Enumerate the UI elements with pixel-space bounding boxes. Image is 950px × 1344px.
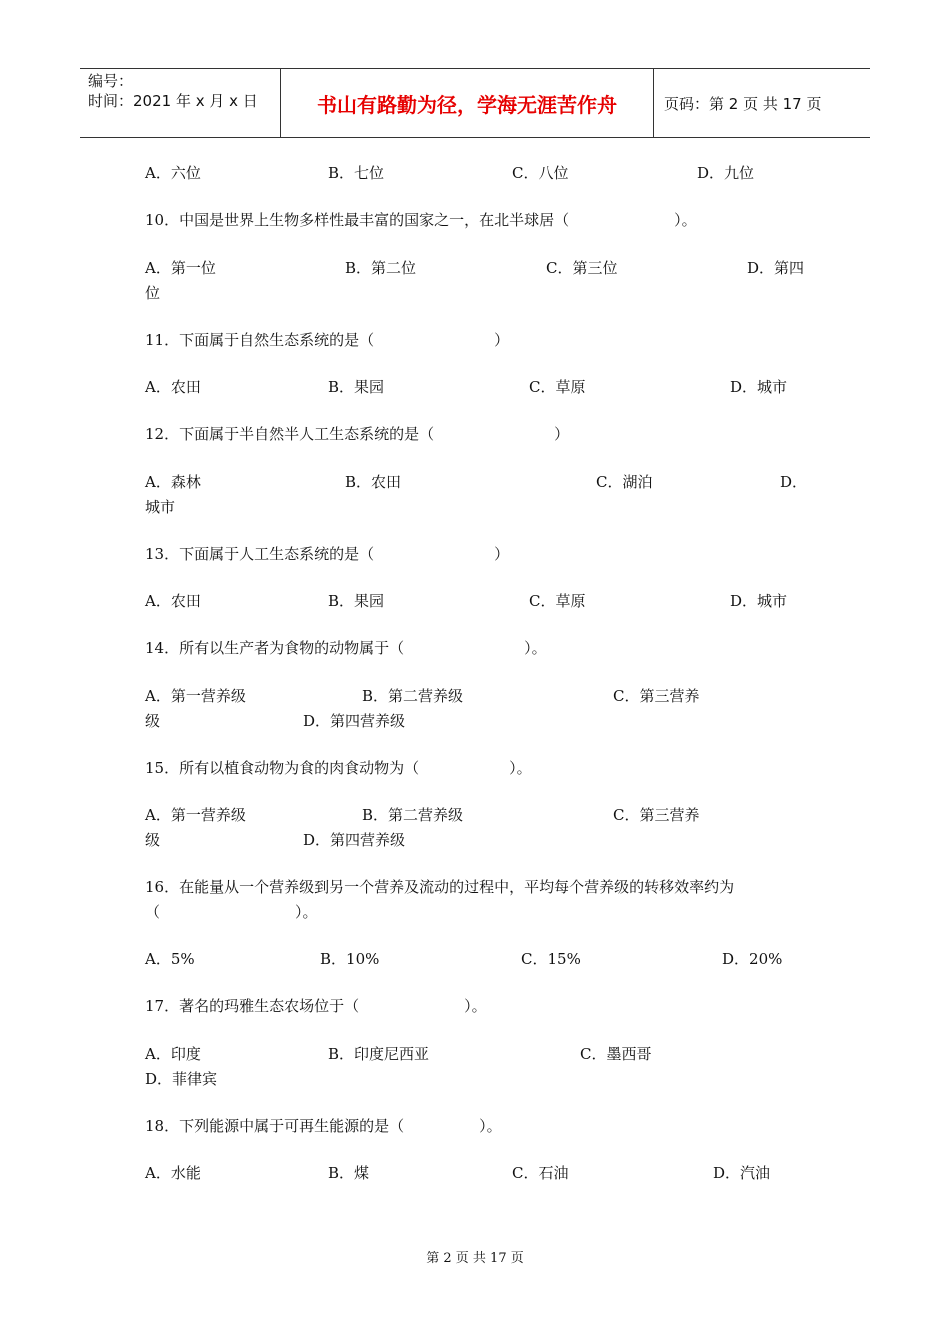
header-meta [80, 69, 281, 137]
q18-option-b: B．煤 [328, 1164, 370, 1182]
q15-option-c: C．第三营养 [613, 806, 700, 824]
q16-stem: 16．在能量从一个营养级到另一个营养及流动的过程中，平均每个营养级的转移效率约为 [145, 878, 735, 896]
q14-option-a: A．第一营养级 [145, 687, 246, 705]
q18-option-d: D．汽油 [713, 1164, 771, 1182]
q15-option-c-wrap: 级 [145, 831, 161, 849]
q16-option-d: D．20% [722, 950, 783, 968]
q15-option-d: D．第四营养级 [303, 831, 406, 849]
q13-stem: 13．下面属于人工生态系统的是（ ） [145, 545, 510, 563]
q15-option-b: B．第二营养级 [362, 806, 464, 824]
q12-option-c: C．湖泊 [596, 473, 653, 491]
q9-option-b: B．七位 [328, 164, 385, 182]
q15-stem: 15．所有以植食动物为食的肉食动物为（ ）。 [145, 759, 532, 777]
q17-stem: 17．著名的玛雅生态农场位于（ ）。 [145, 997, 487, 1015]
q14-option-c-wrap: 级 [145, 712, 161, 730]
header-page-info: 页码：第 2 页 共 17 页 [664, 94, 822, 113]
q16-stem-continued: （ ）。 [145, 903, 318, 921]
q16-option-c: C．15% [521, 950, 581, 968]
q18-option-a: A．水能 [145, 1164, 201, 1182]
serial-label: 编号： [88, 72, 134, 90]
q12-option-a: A．森林 [145, 473, 201, 491]
q14-option-b: B．第二营养级 [362, 687, 464, 705]
time-label: 时间：2021 年 x 月 x 日 [88, 92, 258, 110]
q14-stem: 14．所有以生产者为食物的动物属于（ ）。 [145, 639, 547, 657]
q9-option-a: A．六位 [145, 164, 201, 182]
q11-option-d: D．城市 [730, 378, 788, 396]
q12-option-d: D． [780, 473, 808, 491]
q16-option-b: B．10% [320, 950, 380, 968]
q11-stem: 11．下面属于自然生态系统的是（ ） [145, 331, 510, 349]
q11-option-c: C．草原 [529, 378, 586, 396]
page-header [80, 68, 870, 138]
q17-option-c: C．墨西哥 [580, 1045, 652, 1063]
q11-option-a: A．农田 [145, 378, 201, 396]
q12-option-b: B．农田 [345, 473, 402, 491]
q13-option-c: C．草原 [529, 592, 586, 610]
q15-option-a: A．第一营养级 [145, 806, 246, 824]
q12-option-d-wrap: 城市 [145, 498, 176, 516]
q17-option-d: D．菲律宾 [145, 1070, 218, 1088]
q10-option-a: A．第一位 [145, 259, 216, 277]
page-footer: 第 2 页 共 17 页 [426, 1251, 524, 1266]
header-motto: 书山有路勤为径，学海无涯苦作舟 [281, 69, 654, 137]
q10-option-b: B．第二位 [345, 259, 417, 277]
q9-option-d: D．九位 [697, 164, 755, 182]
q10-stem: 10．中国是世界上生物多样性最丰富的国家之一，在北半球居（ ）。 [145, 211, 697, 229]
q17-option-a: A．印度 [145, 1045, 201, 1063]
q10-option-c: C．第三位 [546, 259, 618, 277]
q13-option-a: A．农田 [145, 592, 201, 610]
q10-option-d-wrap: 位 [145, 284, 161, 302]
q12-stem: 12．下面属于半自然半人工生态系统的是（ ） [145, 425, 570, 443]
q9-option-c: C．八位 [512, 164, 569, 182]
q18-option-c: C．石油 [512, 1164, 569, 1182]
q14-option-c: C．第三营养 [613, 687, 700, 705]
q13-option-b: B．果园 [328, 592, 385, 610]
q10-option-d: D．第四 [747, 259, 805, 277]
q14-option-d: D．第四营养级 [303, 712, 406, 730]
q13-option-d: D．城市 [730, 592, 788, 610]
q16-option-a: A．5% [145, 950, 195, 968]
q17-option-b: B．印度尼西亚 [328, 1045, 430, 1063]
q18-stem: 18．下列能源中属于可再生能源的是（ ）。 [145, 1117, 502, 1135]
q11-option-b: B．果园 [328, 378, 385, 396]
